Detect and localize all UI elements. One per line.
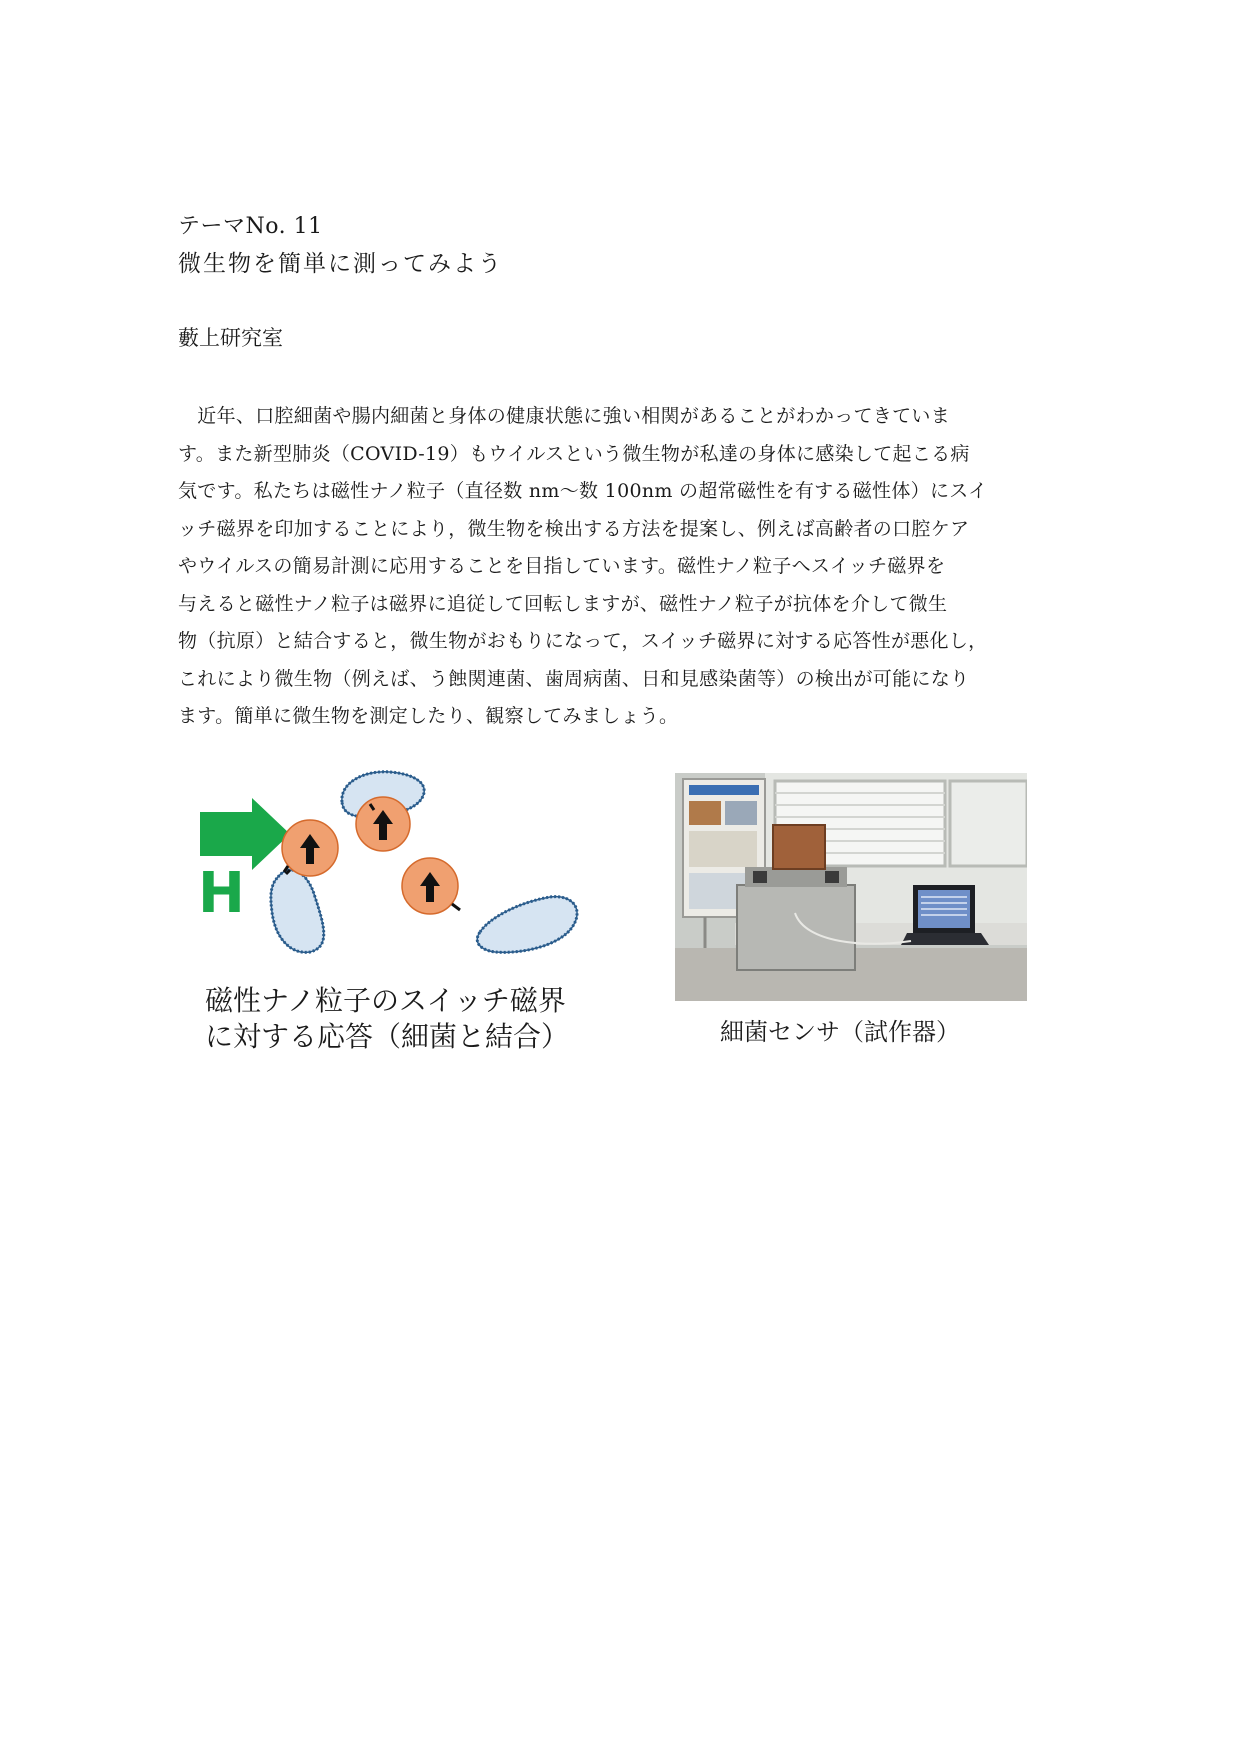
bacteria-icon xyxy=(271,870,324,952)
magnetic-particle-icon xyxy=(282,820,338,876)
magnetic-particle-icon xyxy=(402,858,458,914)
body-line: 物（抗原）と結合すると，微生物がおもりになって，スイッチ磁界に対する応答性が悪化し， xyxy=(178,630,988,652)
body-line: 近年、口腔細菌や腸内細菌と身体の健康状態に強い相関があることがわかってきていま xyxy=(178,405,951,427)
body-line: やウイルスの簡易計測に応用することを目指しています。磁性ナノ粒子へスイッチ磁界を xyxy=(178,555,946,577)
diagram-caption-line: 磁性ナノ粒子のスイッチ磁界 xyxy=(205,984,566,1017)
body-line: これにより微生物（例えば、う蝕関連菌、歯周病菌、日和見感染菌等）の検出が可能になり xyxy=(178,667,970,690)
field-label: H xyxy=(198,861,245,926)
theme-number: テーマNo. 11 xyxy=(178,214,323,239)
body-line: ます。簡単に微生物を測定したり、観察してみましょう。 xyxy=(178,705,679,727)
diagram-caption xyxy=(205,983,569,1055)
field-arrow-icon xyxy=(200,798,290,870)
body-line: 気です。私たちは磁性ナノ粒子（直径数 nm～数 100nm の超常磁性を有する磁性体）にスイ xyxy=(178,480,988,502)
body-line: ッチ磁界を印加することにより，微生物を検出する方法を提案し、例えば高齢者の口腔ケア xyxy=(178,517,970,540)
lab-name: 藪上研究室 xyxy=(178,326,283,350)
sensor-photo xyxy=(675,773,1027,1001)
body-line: す。また新型肺炎（COVID-19）もウイルスという微生物が私達の身体に感染して起こる病 xyxy=(178,442,970,465)
photo-caption: 細菌センサ（試作器） xyxy=(720,1018,960,1046)
body-line: 与えると磁性ナノ粒子は磁界に追従して回転しますが、磁性ナノ粒子が抗体を介して微生 xyxy=(178,592,948,615)
bacteria-icon xyxy=(477,897,577,953)
body-paragraph xyxy=(178,398,1068,736)
diagram-caption-line: に対する応答（細菌と結合） xyxy=(205,1020,570,1053)
magnetic-particle-icon xyxy=(356,797,410,851)
nanoparticle-diagram xyxy=(190,762,610,972)
page-title: 微生物を簡単に測ってみよう xyxy=(178,251,503,277)
